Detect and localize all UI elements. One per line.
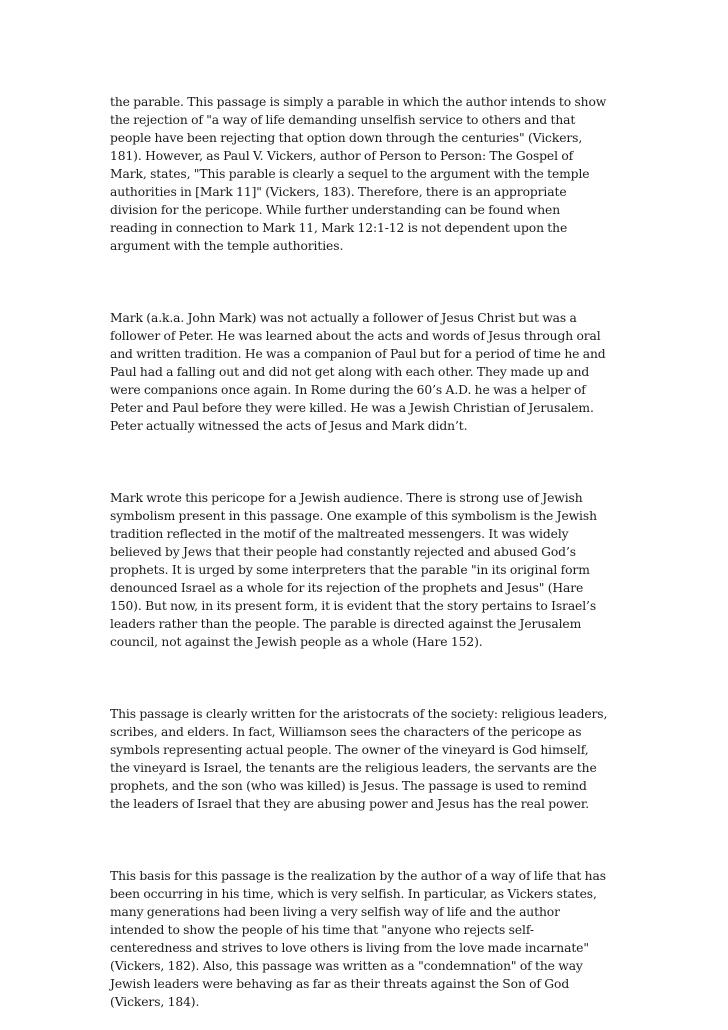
paragraph-jewish-audience: Mark wrote this pericope for a Jewish audience. There is strong use of Jewish symbolism present in this passage. One example of this symbolism is the Jewish tradition reflected in the motif of the maltreated messengers. It was widely believed by Jews that their people had constantly rejected and abused God’s prophets. It is urged by some interpreters that the parable "in its original form denounced Israel as a whole for its rejection of the prophets and Jesus" (Hare 150). But now, in its present form, it is evident that the story pertains to Israel’s leaders rather than the people. The parable is directed against the Jerusalem council, not against the Jewish people as a whole (Hare 152). bbox=[110, 491, 597, 649]
paragraph-author-mark: Mark (a.k.a. John Mark) was not actually a follower of Jesus Christ but was a follower of Peter. He was learned about the acts and words of Jesus through oral and written tradition. He was a companion of Paul but for a period of time he and Paul had a falling out and did not get along with each other. They made up and were companions once again. In Rome during the 60’s A.D. he was a helper of Peter and Paul before they were killed. He was a Jewish Christian of Jerusalem. Peter actually witnessed the acts of Jesus and Mark didn’t. bbox=[110, 311, 606, 433]
paragraph-parable-division: the parable. This passage is simply a parable in which the author intends to show the rejection of "a way of life demanding unselfish service to others and that people have been rejecting that option down through the centuries" (Vickers, 181). However, as Paul V. Vickers, author of Person to Person: The Gospel of Mark, states, "This parable is clearly a sequel to the argument with the temple authorities in [Mark 11]" (Vickers, 183). Therefore, there is an appropriate division for the pericope. While further understanding can be found when reading in connection to Mark 11, Mark 12:1-12 is not dependent upon the argument with the temple authorities. bbox=[110, 95, 607, 253]
paragraph-basis: This basis for this passage is the realization by the author of a way of life that has been occurring in his time, which is very selfish. In particular, as Vickers states, many generations had been living a very selfish way of life and the author intended to show the people of his time that "anyone who rejects self- centeredness and strives to love others is living from the love made incarnate" (Vickers, 182). Also, this passage was written as a "condemnation" of the way Jewish leaders were behaving as far as their threats against the Son of God (Vickers, 184). bbox=[110, 869, 606, 1009]
paragraph-aristocrats: This passage is clearly written for the aristocrats of the society: religious leaders, scribes, and elders. In fact, Williamson sees the characters of the pericope as symbols representing actual people. The owner of the vineyard is God himself, the vineyard is Israel, the tenants are the religious leaders, the servants are the prophets, and the son (who was killed) is Jesus. The passage is used to remind the leaders of Israel that they are abusing power and Jesus has the real power. bbox=[110, 707, 608, 811]
document-body bbox=[110, 93, 622, 1011]
